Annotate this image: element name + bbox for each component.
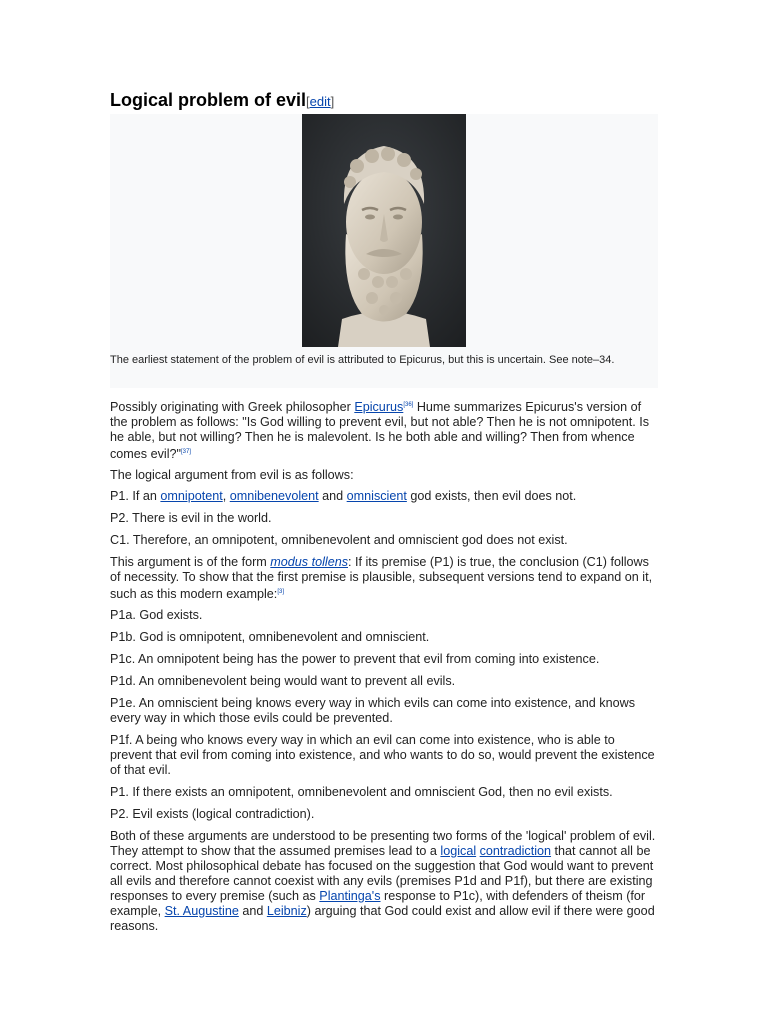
link-leibniz[interactable]: Leibniz	[266, 904, 307, 918]
link-plantinga[interactable]: Plantinga's	[319, 889, 381, 903]
link-logical[interactable]: logical	[440, 844, 477, 858]
premise-p1c: P1c. An omnipotent being has the power to prevent that evil from coming into existence.	[110, 652, 600, 666]
article-section	[110, 88, 658, 940]
epicurus-bust-image[interactable]	[302, 114, 466, 347]
link-st-augustine[interactable]: St. Augustine	[164, 904, 239, 918]
paragraph-modus-tollens: This argument is of the form modus tollens: If its premise (P1) is true, the conclusion (C1) follows of necessity. To show that the first premise is plausible, subsequent versions tend to expand on it, such as this modern example:[3]	[110, 555, 653, 601]
link-omnipotent[interactable]: omnipotent	[160, 489, 223, 503]
premise-p1a: P1a. God exists.	[110, 608, 203, 622]
premise-p1: P1. If an omnipotent, omnibenevolent and omniscient god exists, then evil does not.	[110, 489, 577, 503]
premise-p2-final: P2. Evil exists (logical contradiction).	[110, 807, 315, 821]
article-body	[110, 398, 658, 934]
figure-caption: The earliest statement of the problem of evil is attributed to Epicurus, but this is uncertain. See note–34.	[110, 354, 615, 366]
link-epicurus[interactable]: Epicurus	[354, 400, 404, 414]
figure	[110, 114, 658, 388]
paragraph-logical-argument: The logical argument from evil is as follows:	[110, 468, 354, 482]
conclusion-c1: C1. Therefore, an omnipotent, omnibenevolent and omniscient god does not exist.	[110, 533, 568, 547]
premise-p1-final: P1. If there exists an omnipotent, omnibenevolent and omniscient God, then no evil exists.	[110, 785, 613, 799]
reference-37[interactable]: [37]	[180, 449, 191, 455]
link-omnibenevolent[interactable]: omnibenevolent	[229, 489, 319, 503]
link-omniscient[interactable]: omniscient	[346, 489, 407, 503]
premise-p2: P2. There is evil in the world.	[110, 511, 272, 525]
link-modus-tollens[interactable]: modus tollens	[270, 555, 348, 569]
premise-p1b: P1b. God is omnipotent, omnibenevolent and omniscient.	[110, 630, 430, 644]
edit-link-wrapper: [edit]	[306, 94, 335, 109]
reference-3[interactable]: [3]	[277, 589, 284, 595]
premise-p1e: P1e. An omniscient being knows every way in which evils can come into existence, and knows every way in which those evils could be prevented.	[110, 696, 636, 725]
section-heading	[110, 88, 658, 114]
paragraph-intro: Possibly originating with Greek philosopher Epicurus[36] Hume summarizes Epicurus's version of the problem as follows: "Is God willing to prevent evil, but not able? Then he is not omnipotent. Is he able, but not willing? Then he is malevolent. Is he both able and willing? Then from whence comes evil?"[37]	[110, 400, 650, 461]
premise-p1f: P1f. A being who knows every way in which an evil can come into existence, who is able to prevent that evil from coming into existence, and who wants to do so, would prevent the existence of that evil.	[110, 733, 655, 777]
section-title: Logical problem of evil	[110, 90, 307, 110]
paragraph-discussion: Both of these arguments are understood to be presenting two forms of the 'logical' problem of evil. They attempt to show that the assumed premises lead to a logical contradiction that cannot all be correct. Most philosophical debate has focused on the suggestion that God would want to prevent all evils and therefore cannot coexist with any evils (premises P1d and P1f), but there are existing responses to every premise (such as Plantinga's response to P1c), with defenders of theism (for example, St. Augustine and Leibniz) arguing that God could exist and allow evil if there were good reasons.	[110, 829, 656, 933]
edit-link[interactable]: edit	[309, 94, 331, 109]
link-contradiction[interactable]: contradiction	[479, 844, 552, 858]
premise-p1d: P1d. An omnibenevolent being would want to prevent all evils.	[110, 674, 456, 688]
reference-36[interactable]: [36]	[403, 402, 414, 408]
